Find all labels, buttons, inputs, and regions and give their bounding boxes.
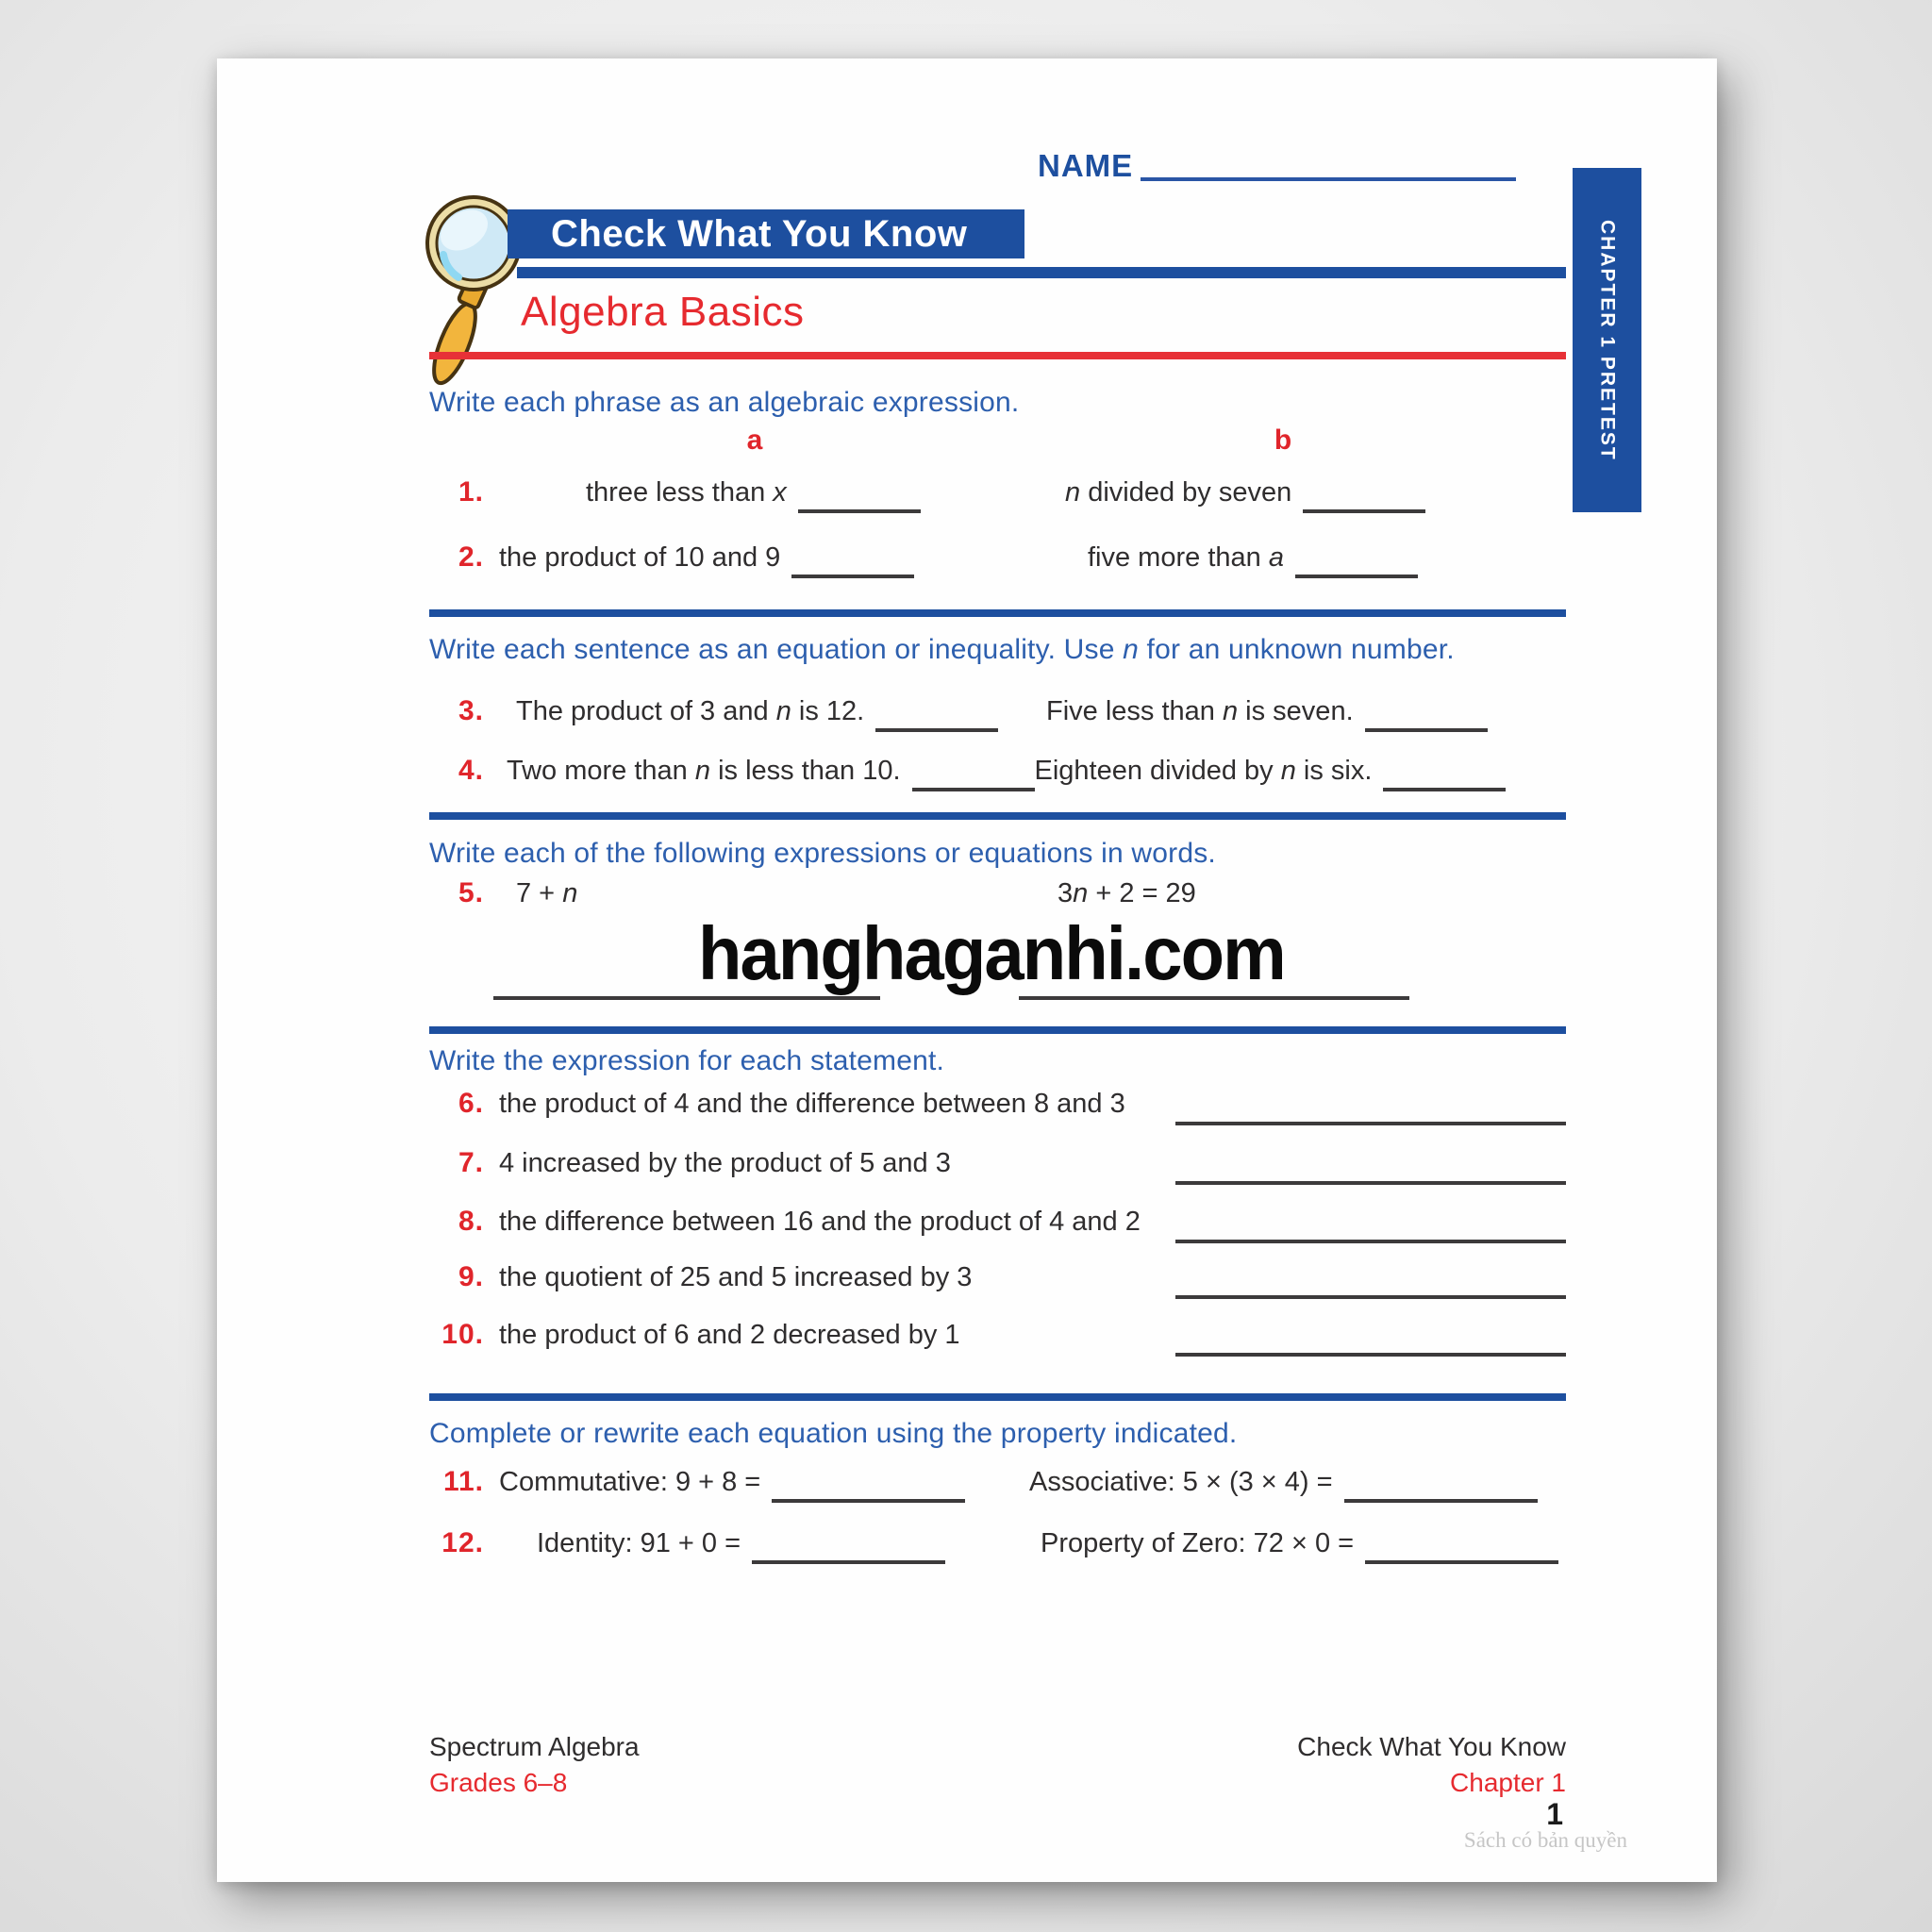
answer-blank (772, 1499, 965, 1503)
question-row-3 (429, 695, 1566, 727)
answer-blank (752, 1560, 945, 1564)
answer-blank (1303, 509, 1425, 513)
question-3a: The product of 3 and n is 12. (499, 696, 1029, 727)
question-2b: five more than a (1029, 542, 1566, 574)
question-1a: three less than x (499, 477, 1029, 508)
question-row-5 (429, 877, 1566, 909)
footer-left (429, 1729, 640, 1801)
question-4b: Eighteen divided by n is six. (1035, 756, 1566, 787)
footer-chapter: Chapter 1 (1450, 1768, 1566, 1797)
question-1b: n divided by seven (1029, 477, 1566, 508)
answer-line (1175, 1181, 1566, 1185)
question-12b: Property of Zero: 72 × 0 = (1029, 1528, 1566, 1559)
answer-blank (1365, 1560, 1558, 1564)
question-row-1 (429, 476, 1566, 508)
banner-underbar (517, 267, 1566, 278)
worksheet-page (217, 58, 1717, 1882)
question-12a: Identity: 91 + 0 = (499, 1528, 1029, 1559)
question-row-6 (429, 1088, 1566, 1120)
section-e-instruction: Complete or rewrite each equation using the property indicated. (429, 1418, 1238, 1449)
question-number: 6. (458, 1088, 484, 1119)
section-d-instruction: Write the expression for each statement. (429, 1045, 945, 1076)
banner-title: Check What You Know (551, 213, 968, 255)
answer-blank (798, 509, 921, 513)
question-number: 7. (458, 1147, 484, 1178)
question-row-2 (429, 541, 1566, 574)
question-number: 2. (458, 541, 484, 573)
grade-range: Grades 6–8 (429, 1768, 568, 1797)
answer-line (1175, 1295, 1566, 1299)
question-row-10 (429, 1319, 1566, 1351)
chapter-tab-label: CHAPTER 1 PRETEST (1596, 219, 1619, 461)
question-number: 11. (442, 1466, 484, 1497)
copyright-note: Sách có bản quyền (1463, 1828, 1627, 1852)
question-6-text: the product of 4 and the difference between 8 and 3 (499, 1089, 1125, 1119)
question-number: 9. (458, 1261, 484, 1292)
column-b-label: b (1274, 425, 1292, 456)
question-4a: Two more than n is less than 10. (499, 756, 1035, 787)
question-row-12 (429, 1527, 1566, 1559)
question-number: 3. (458, 695, 484, 726)
answer-line (1175, 1240, 1566, 1243)
answer-blank (912, 788, 1035, 791)
banner (508, 209, 1024, 258)
answer-blank (791, 575, 914, 578)
answer-line (493, 996, 880, 1000)
answer-line (1019, 996, 1409, 1000)
question-11a: Commutative: 9 + 8 = (499, 1467, 1029, 1498)
question-number: 8. (458, 1206, 484, 1237)
question-10-text: the product of 6 and 2 decreased by 1 (499, 1320, 960, 1350)
answer-blank (875, 728, 998, 732)
section-divider (429, 812, 1566, 820)
red-rule (429, 352, 1566, 359)
question-row-7 (429, 1147, 1566, 1179)
answer-line (1175, 1353, 1566, 1357)
question-7-text: 4 increased by the product of 5 and 3 (499, 1148, 951, 1178)
book-title: Spectrum Algebra (429, 1732, 640, 1761)
question-number: 12. (441, 1527, 484, 1558)
name-write-line (1141, 177, 1516, 181)
footer-right (1297, 1729, 1566, 1801)
section-divider (429, 1026, 1566, 1034)
answer-line (1175, 1122, 1566, 1125)
question-row-8 (429, 1206, 1566, 1238)
question-8-text: the difference between 16 and the product of 4 and 2 (499, 1207, 1141, 1237)
section-a-instruction: Write each phrase as an algebraic expression. (429, 387, 1020, 418)
answer-blank (1383, 788, 1506, 791)
question-number: 5. (458, 877, 484, 908)
question-11b: Associative: 5 × (3 × 4) = (1029, 1467, 1566, 1498)
question-2a: the product of 10 and 9 (499, 542, 1029, 574)
watermark: hanghaganhi.com (698, 911, 1285, 995)
footer-section-title: Check What You Know (1297, 1732, 1566, 1761)
column-a-label: a (746, 425, 763, 456)
question-9-text: the quotient of 25 and 5 increased by 3 (499, 1262, 973, 1292)
question-5b-expression: 3n + 2 = 29 (1058, 878, 1196, 908)
question-number: 1. (458, 476, 484, 508)
chapter-tab (1573, 168, 1641, 512)
question-5a-expression: 7 + n (516, 878, 578, 908)
question-row-9 (429, 1261, 1566, 1293)
section-b-instruction: Write each sentence as an equation or inequality. Use n for an unknown number. (429, 634, 1455, 665)
answer-blank (1365, 728, 1488, 732)
section-divider (429, 1393, 1566, 1401)
answer-blank (1295, 575, 1418, 578)
section-divider (429, 609, 1566, 617)
question-3b: Five less than n is seven. (1029, 696, 1566, 727)
question-number: 10. (441, 1319, 484, 1350)
page-number: 1 (1546, 1797, 1563, 1831)
section-c-instruction: Write each of the following expressions or equations in words. (429, 838, 1216, 869)
question-number: 4. (458, 755, 484, 786)
lesson-title: Algebra Basics (521, 289, 805, 335)
question-row-4 (429, 755, 1566, 787)
name-row (1038, 148, 1516, 184)
name-label: NAME (1038, 148, 1134, 183)
question-row-11 (429, 1466, 1566, 1498)
answer-blank (1344, 1499, 1538, 1503)
